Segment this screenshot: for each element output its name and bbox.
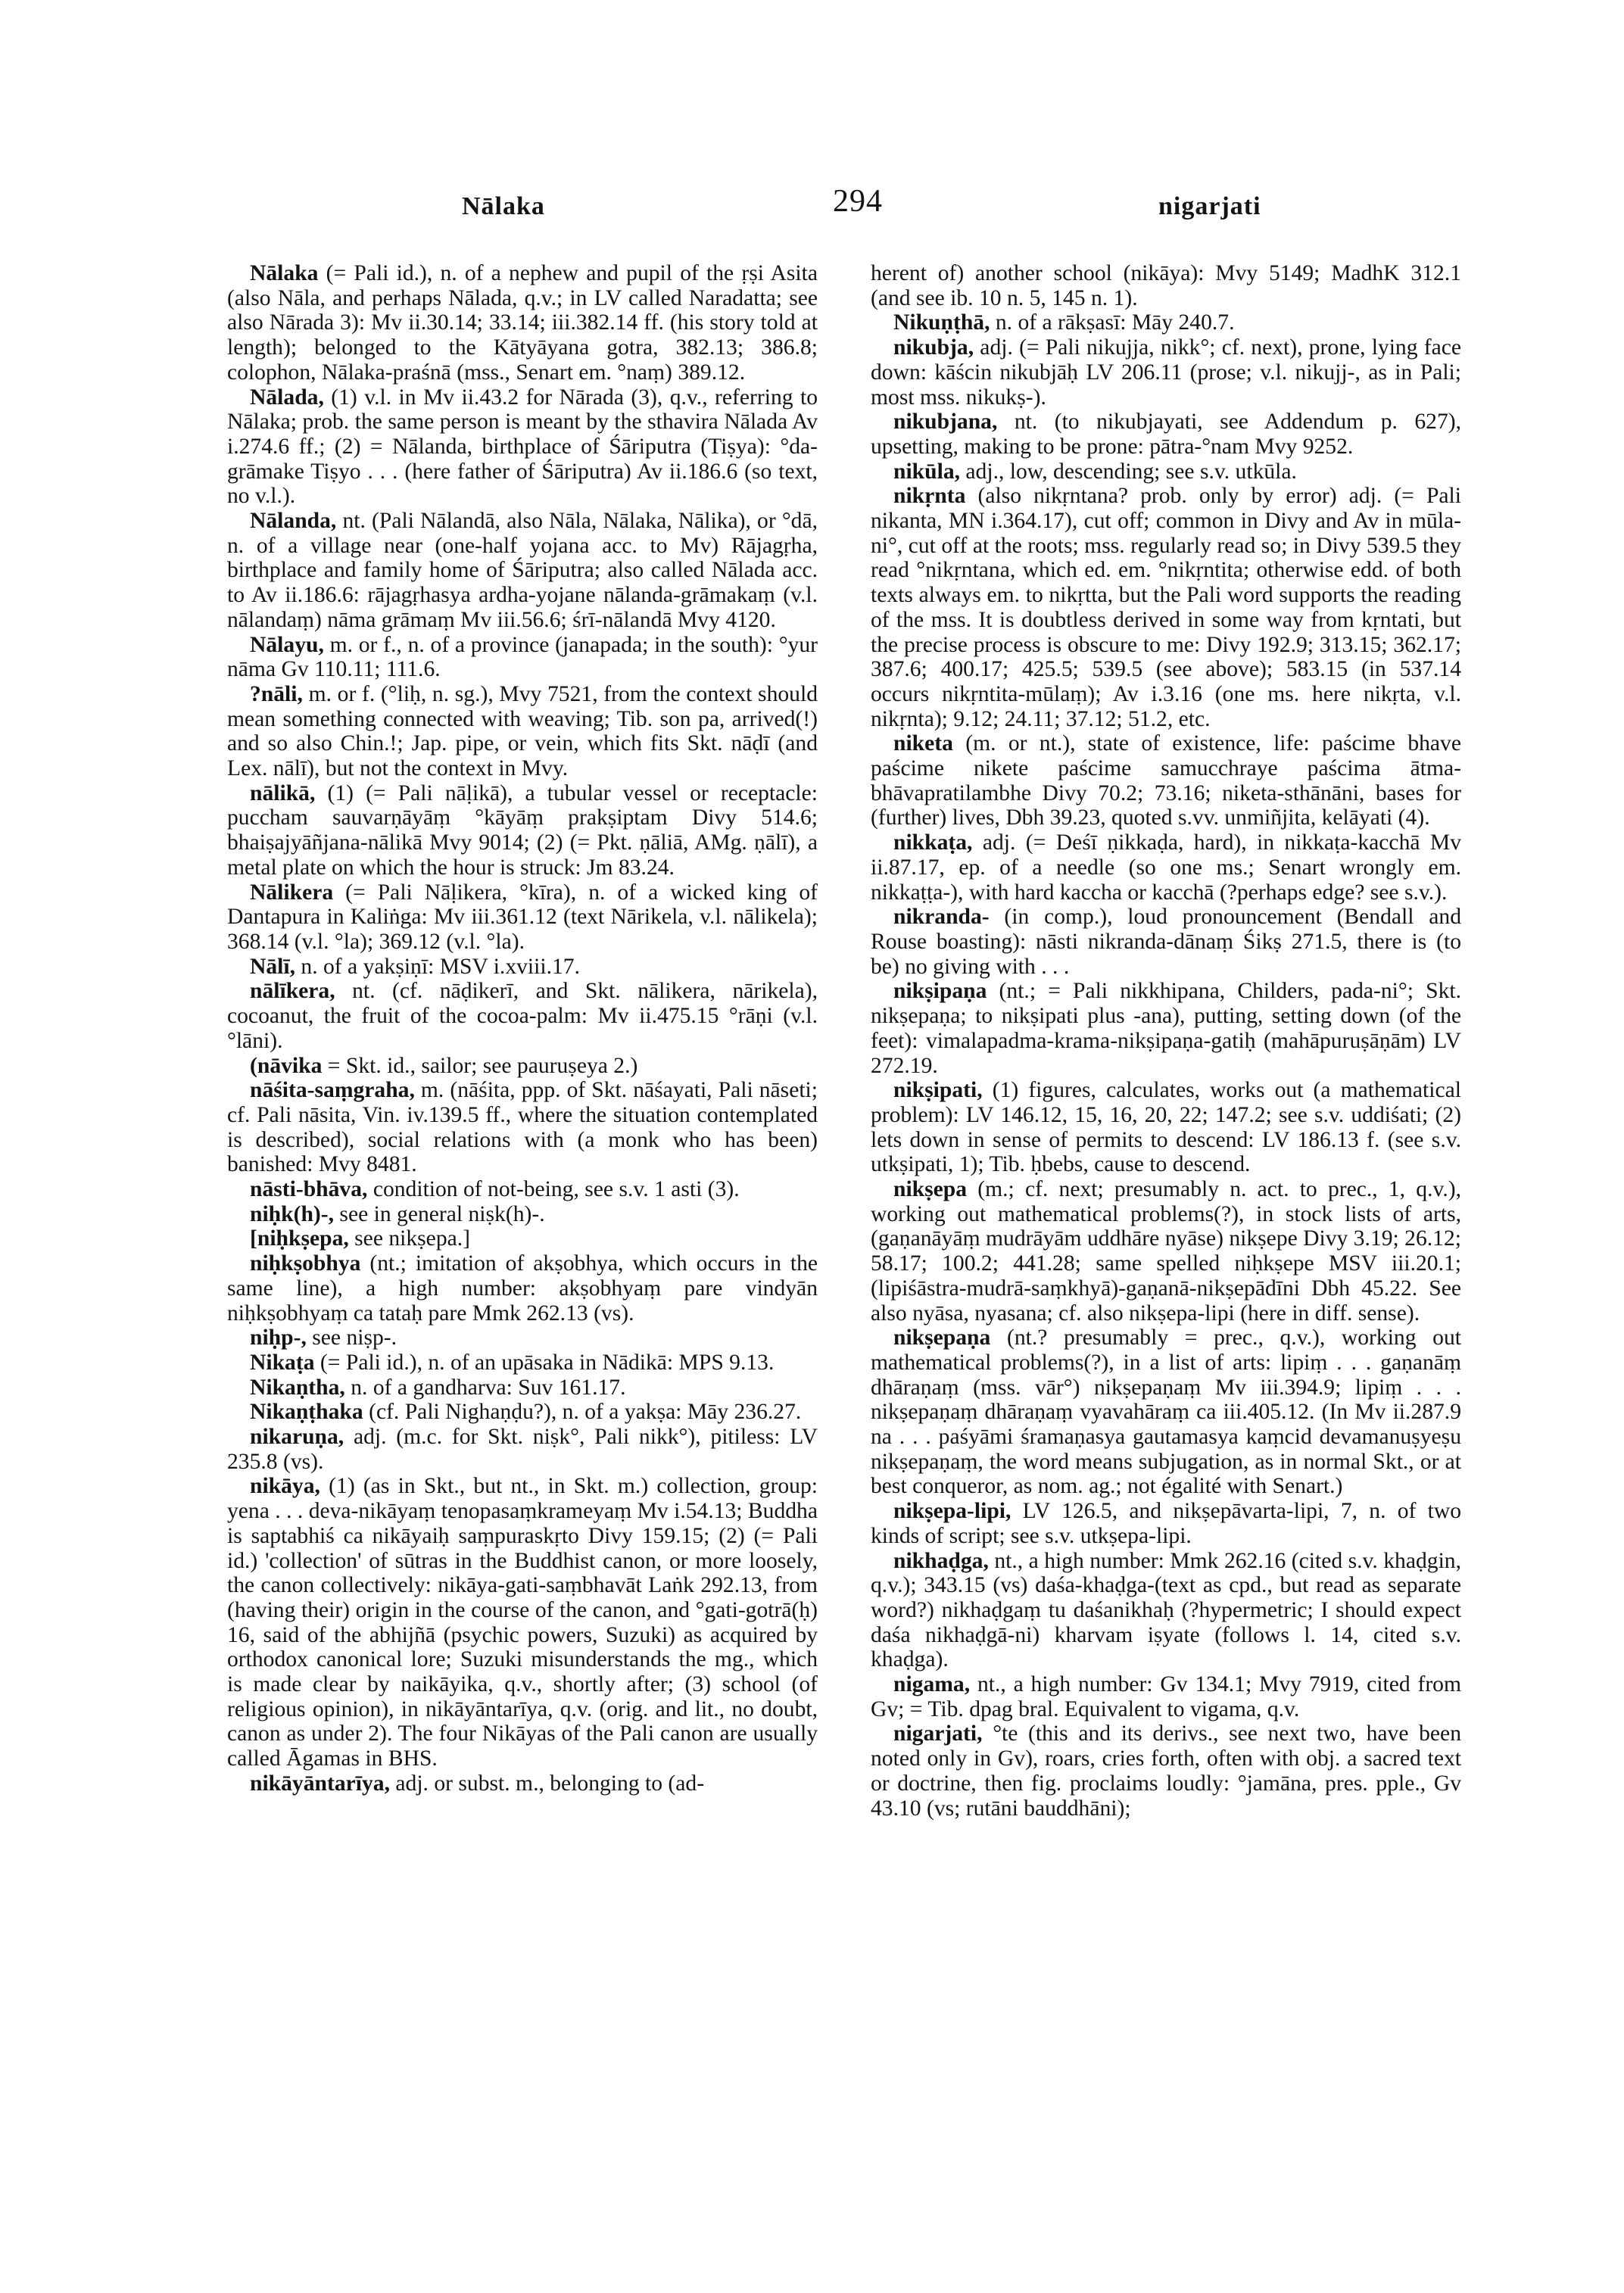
headword: nālikā, bbox=[250, 780, 316, 805]
dictionary-entry bbox=[871, 1078, 1461, 1177]
dictionary-entry bbox=[871, 335, 1461, 410]
headword: niḥk(h)-, bbox=[250, 1201, 335, 1226]
left-column bbox=[227, 261, 818, 1796]
entry-text: LV 126.5, and nikṣepāvarta-lipi, 7, n. of two kinds of script; see s.v. utkṣepa-lipi. bbox=[871, 1499, 1461, 1548]
headword: Nikuṇṭhā, bbox=[893, 310, 990, 335]
entry-text: (= Pali id.), n. of an upāsaka in Nādikā: MPS 9.13. bbox=[314, 1350, 775, 1375]
dictionary-entry bbox=[227, 1474, 818, 1771]
dictionary-entry bbox=[227, 261, 818, 385]
headword: Nālada, bbox=[250, 385, 324, 410]
entry-text: n. of a gandharva: Suv 161.17. bbox=[344, 1375, 626, 1400]
headword: Nikaṭa bbox=[250, 1350, 315, 1375]
dictionary-entry bbox=[871, 261, 1461, 310]
right-guide-word: nigarjati bbox=[1158, 192, 1261, 220]
dictionary-entry bbox=[871, 1499, 1461, 1548]
entry-text: (nt.; = Pali nikkhipana, Childers, pada-ni°; Skt. nikṣepaṇa; to nikṣipati plus -ana), putting, setting down (of the feet): vimalapadma-krama-nikṣipaṇa-gatiḥ (mahāpuruṣāṇām) LV 272.19. bbox=[871, 979, 1461, 1078]
headword: nikubja, bbox=[893, 335, 974, 360]
headword: nāśita-saṃgraha, bbox=[250, 1078, 415, 1103]
headword: nālīkera, bbox=[250, 979, 335, 1004]
headword: nikranda- bbox=[893, 905, 990, 930]
entry-text: m. or f. (°liḥ, n. sg.), Mvy 7521, from the context should mean something connected with weaving; Tib. son pa, arrived(!) and so also Chin.!; Jap. pipe, or vein, which fits Skt. nāḍī (and Lex. nālī), but not the context in Mvy. bbox=[227, 681, 818, 781]
entry-text: (in comp.), loud pronouncement (Bendall and Rouse boasting): nāsti nikranda-dānaṃ Śikṣ 271.5, there is (to be) no giving with . . . bbox=[871, 905, 1461, 979]
entry-text: nt., a high number: Gv 134.1; Mvy 7919, cited from Gv; = Tib. dpag bral. Equivalent to vigama, q.v. bbox=[871, 1672, 1461, 1721]
headword: Nālī, bbox=[250, 954, 296, 979]
headword: nikhaḍga, bbox=[893, 1548, 989, 1573]
headword: nikṣepa bbox=[893, 1177, 968, 1202]
entry-text: adj. (= Pali nikujja, nikk°; cf. next), prone, lying face down: kāścin nikubjāḥ LV 206.11 (prose; v.l. nikujj-, as in Pali; most mss. nikukṣ-). bbox=[871, 335, 1461, 410]
dictionary-entry bbox=[871, 1721, 1461, 1821]
dictionary-entry bbox=[227, 1202, 818, 1227]
headword: nigarjati, bbox=[893, 1721, 983, 1746]
dictionary-entry bbox=[871, 731, 1461, 830]
entry-text: (1) (as in Skt., but nt., in Skt. m.) collection, group: yena . . . deva-nikāyaṃ tenopasaṃkrameyaṃ Mv i.54.13; Buddha is saptabhiś ca nikāyaiḥ saṃpuraskṛto Divy 159.15; (2) (= Pali id.) 'collection' of sūtras in the Buddhist canon, or more loosely, the canon collectively: nikāya-gati-saṃbhavāt Laṅk 292.13, from (having their) origin in the course of the canon, and °gati-gotrā(ḥ) 16, said of the abhijñā (psychic powers, Suzuki) as acquired by orthodox canonical lore; Suzuki misunderstands the mg., which is made clear by naikāyika, q.v., shortly after; (3) school (of religious opinion), in nikāyāntarīya, q.v. (orig. and lit., no doubt, canon as under 2). The four Nikāyas of the Pali canon are usually called Āgamas in BHS. bbox=[227, 1474, 818, 1771]
headword: nikṣepa-lipi, bbox=[893, 1499, 1011, 1524]
dictionary-entry bbox=[227, 1251, 818, 1326]
entry-text: (nt.? presumably = prec., q.v.), working out mathematical problems(?), in a list of arts: lipiṃ . . . gaṇanāṃ dhāraṇaṃ (mss. vār°) nikṣepaṇaṃ Mv iii.394.9; lipiṃ . . . nikṣepaṇaṃ dhāraṇaṃ vyavahāraṃ ca iii.405.12. (In Mv ii.287.9 na . . . paśyāmi śramaṇasya gautamasya kaṃcid devamanuṣyeṣu nikṣepaṇaṃ, the word means subjugation, as in normal Skt., or at best conqueror, as nom. ag.; not égalité with Senart.) bbox=[871, 1326, 1461, 1499]
page-number: 294 bbox=[833, 184, 883, 219]
headword: Nālanda, bbox=[250, 509, 337, 534]
entry-text: (= Pali id.), n. of a nephew and pupil of the ṛṣi Asita (also Nāla, and perhaps Nālada, q.v.; in LV called Naradatta; see also Nārada 3): Mv ii.30.14; 33.14; iii.382.14 ff. (his story told at length); belonged to the Kātyāyana gotra, 382.13; 386.8; colophon, Nālaka-praśnā (mss., Senart em. °naṃ) 389.12. bbox=[227, 261, 818, 385]
headword: nikaruṇa, bbox=[250, 1425, 344, 1450]
headword: niketa bbox=[893, 731, 953, 756]
headword: niḥkṣobhya bbox=[250, 1251, 361, 1276]
entry-text: nt. (cf. nāḍikerī, and Skt. nālikera, nārikela), cocoanut, the fruit of the cocoa-palm: Mv ii.475.15 °rāṇi (v.l. °lāni). bbox=[227, 979, 818, 1053]
entry-text: (1) figures, calculates, works out (a mathematical problem): LV 146.12, 15, 16, 20, 22; 147.2; see s.v. uddiśati; (2) lets down in sense of permits to descend: LV 186.13 f. (see s.v. utkṣipati, 1); Tib. ḥbebs, cause to descend. bbox=[871, 1078, 1461, 1177]
headword: nikṛnta bbox=[893, 484, 966, 509]
dictionary-entry bbox=[871, 410, 1461, 459]
entry-text: herent of) another school (nikāya): Mvy 5149; MadhK 312.1 (and see ib. 10 n. 5, 145 n. 1). bbox=[871, 261, 1461, 310]
entry-text: adj. or subst. m., belonging to (ad- bbox=[390, 1771, 705, 1796]
headword: ?nāli, bbox=[250, 681, 303, 706]
dictionary-entry bbox=[227, 979, 818, 1053]
entry-text: see nikṣepa.] bbox=[348, 1226, 471, 1251]
entry-text: m. (nāśita, ppp. of Skt. nāśayati, Pali nāseti; cf. Pali nāsita, Vin. iv.139.5 ff., where the situation contemplated is described), social relations with (a monk who has been) banished: Mvy 8481. bbox=[227, 1078, 818, 1177]
dictionary-entry bbox=[871, 905, 1461, 979]
entry-text: nt. (Pali Nālandā, also Nāla, Nālaka, Nālika), or °dā, n. of a village near (one-half yojana acc. to Mv) Rājagṛha, birthplace and family home of Śāriputra; also called Nālada acc. to Av ii.186.6: rājagṛhasya ardha-yojane nālanda-grāmakaṃ (v.l. nālandaṃ) nāma grāmaṃ Mv iii.56.6; śrī-nālandā Mvy 4120. bbox=[227, 509, 818, 632]
headword: nāsti-bhāva, bbox=[250, 1177, 368, 1202]
dictionary-entry bbox=[871, 460, 1461, 484]
headword: (nāvika bbox=[250, 1053, 323, 1078]
entry-text: condition of not-being, see s.v. 1 asti (3). bbox=[367, 1177, 740, 1202]
dictionary-entry bbox=[227, 1078, 818, 1177]
dictionary-entry bbox=[871, 310, 1461, 335]
entry-text: (m.; cf. next; presumably n. act. to prec., 1, q.v.), working out mathematical problems(?), in stock lists of arts, (gaṇanāyāṃ mudrāyām uddhāre nyāse) nikṣepe Divy 3.19; 26.12; 58.17; 100.2; 441.28; same spelled niḥkṣepe MSV iii.20.1; (lipiśāstra-mudrā-saṃkhyā)-gaṇanā-nikṣepādīni Dbh 45.22. See also nyāsa, nyasana; cf. also nikṣepa-lipi (here in diff. sense). bbox=[871, 1177, 1461, 1326]
headword: Nikaṇtha, bbox=[250, 1375, 345, 1400]
dictionary-entry bbox=[227, 385, 818, 509]
right-column bbox=[871, 261, 1461, 1821]
headword: Nālayu, bbox=[250, 632, 324, 657]
entry-text: (cf. Pali Nighaṇḍu?), n. of a yakṣa: Māy 236.27. bbox=[363, 1400, 802, 1425]
dictionary-entry bbox=[227, 880, 818, 955]
dictionary-entry bbox=[871, 1177, 1461, 1326]
dictionary-entry bbox=[227, 955, 818, 980]
headword: nikkaṭa, bbox=[893, 830, 973, 855]
dictionary-entry bbox=[227, 1400, 818, 1425]
entry-text: (also nikṛntana? prob. only by error) adj. (= Pali nikanta, MN i.364.17), cut off; common in Divy and Av in mūla-ni°, cut off at the roots; mss. regularly read so; in Divy 539.5 they read °nikṛntana, which ed. em. °nikṛntita; otherwise edd. of both texts always em. to nikṛtta, but the Pali word supports the reading of the mss. It is doubtless derived in some way from kṛntati, but the precise process is obscure to me: Divy 192.9; 313.15; 362.17; 387.6; 400.17; 425.5; 539.5 (see above); 583.15 (in 537.14 occurs nikṛntita-mūlaṃ); Av i.3.16 (one ms. here nikṛta, v.l. nikṛnta); 9.12; 24.11; 37.12; 51.2, etc. bbox=[871, 484, 1461, 731]
headword: Nālaka bbox=[250, 261, 319, 285]
dictionary-entry bbox=[227, 633, 818, 682]
entry-text: nt. (to nikubjayati, see Addendum p. 627), upsetting, making to be prone: pātra-°nam Mvy 9252. bbox=[871, 410, 1461, 459]
entry-text: nt., a high number: Mmk 262.16 (cited s.v. khaḍgin, q.v.); 343.15 (vs) daśa-khaḍga-(text as cpd., but read as separate word?) nikhaḍgaṃ tu daśanikhaḥ (?hypermetric; I should expect daśa nikhaḍgā-ni) kharvam iṣyate (follows l. 14, cited s.v. khaḍga). bbox=[871, 1548, 1461, 1672]
dictionary-entry bbox=[227, 1771, 818, 1796]
dictionary-entry bbox=[227, 781, 818, 880]
dictionary-entry bbox=[227, 1054, 818, 1079]
entry-text: n. of a rākṣasī: Māy 240.7. bbox=[990, 310, 1235, 335]
entry-text: (nt.; imitation of akṣobhya, which occurs in the same line), a high number: akṣobhyaṃ pare vindyān niḥkṣobhyaṃ ca tataḥ pare Mmk 262.13 (vs). bbox=[227, 1251, 818, 1326]
entry-text: (1) (= Pali nāḷikā), a tubular vessel or receptacle: puccham sauvarṇāyāṃ °kāyāṃ prakṣiptam Divy 514.6; bhaiṣajyāñjana-nālikā Mvy 9014; (2) (= Pkt. ṇāliā, AMg. ṇālī), a metal plate on which the hour is struck: Jm 83.24. bbox=[227, 780, 818, 880]
entry-text: (= Pali Nāḷikera, °kīra), n. of a wicked king of Dantapura in Kaliṅga: Mv iii.361.12 (text Nārikela, v.l. nālikela); 368.14 (v.l. °la); 369.12 (v.l. °la). bbox=[227, 880, 818, 954]
entry-text: adj., low, descending; see s.v. utkūla. bbox=[960, 459, 1297, 484]
headword: niḥp-, bbox=[250, 1326, 307, 1351]
dictionary-entry bbox=[227, 1425, 818, 1474]
headword: nikūla, bbox=[893, 459, 961, 484]
dictionary-entry bbox=[227, 1351, 818, 1375]
entry-text: °te (this and its derivs., see next two, have been noted only in Gv), roars, cries forth, often with obj. a sacred text or doctrine, then fig. proclaims loudly: °jamāna, pres. pple., Gv 43.10 (vs; rutāni bauddhāni); bbox=[871, 1721, 1461, 1821]
dictionary-entry bbox=[227, 682, 818, 781]
entry-text: see in general niṣk(h)-. bbox=[334, 1201, 545, 1226]
dictionary-entry bbox=[227, 1375, 818, 1400]
headword: nigama, bbox=[893, 1672, 971, 1697]
dictionary-entry bbox=[871, 1672, 1461, 1721]
headword: nikṣipaṇa bbox=[893, 979, 987, 1004]
dictionary-entry bbox=[871, 1326, 1461, 1499]
headword: nikubjana, bbox=[893, 410, 998, 435]
headword: [niḥkṣepa, bbox=[250, 1226, 349, 1251]
dictionary-entry bbox=[227, 1226, 818, 1251]
entry-text: adj. (m.c. for Skt. niṣk°, Pali nikk°), pitiless: LV 235.8 (vs). bbox=[227, 1425, 818, 1474]
headword: nikṣipati, bbox=[893, 1078, 983, 1103]
entry-text: n. of a yakṣiṇī: MSV i.xviii.17. bbox=[295, 954, 580, 979]
dictionary-entry bbox=[227, 509, 818, 633]
left-guide-word: Nālaka bbox=[462, 192, 545, 220]
dictionary-entry bbox=[871, 1549, 1461, 1673]
dictionary-entry bbox=[871, 830, 1461, 905]
dictionary-entry bbox=[227, 1326, 818, 1351]
entry-text: (1) v.l. in Mv ii.43.2 for Nārada (3), q.v., referring to Nālaka; prob. the same person is meant by the sthavira Nālada Av i.274.6 ff.; (2) = Nālanda, birthplace of Śāriputra (Tiṣya): °da-grāmake Tiṣyo . . . (here father of Śāriputra) Av ii.186.6 (so text, no v.l.). bbox=[227, 385, 818, 509]
entry-text: see niṣp-. bbox=[306, 1326, 397, 1351]
headword: nikāyāntarīya, bbox=[250, 1771, 390, 1796]
headword: Nikaṇṭhaka bbox=[250, 1400, 363, 1425]
entry-text: = Skt. id., sailor; see pauruṣeya 2.) bbox=[322, 1053, 638, 1078]
dictionary-entry bbox=[871, 979, 1461, 1078]
dictionary-entry bbox=[871, 484, 1461, 731]
entry-text: (m. or nt.), state of existence, life: paścime bhave paścime nikete paścime samucchraye paścima ātma-bhāvapratilambhe Divy 70.2; 73.16; niketa-sthānāni, bases for (further) lives, Dbh 39.23, quoted s.vv. unmiñjita, kelāyati (4). bbox=[871, 731, 1461, 830]
entry-text: adj. (= Deśī ṇikkaḍa, hard), in nikkaṭa-kacchā Mv ii.87.17, ep. of a needle (so one ms.; Senart wrongly em. nikkaṭṭa-), with hard kaccha or kacchā (?perhaps edge? see s.v.). bbox=[871, 830, 1461, 905]
headword: nikṣepaṇa bbox=[893, 1326, 991, 1351]
headword: Nālikera bbox=[250, 880, 334, 905]
dictionary-entry bbox=[227, 1177, 818, 1202]
entry-text: m. or f., n. of a province (janapada; in the south): °yur nāma Gv 110.11; 111.6. bbox=[227, 632, 818, 682]
headword: nikāya, bbox=[250, 1474, 320, 1499]
